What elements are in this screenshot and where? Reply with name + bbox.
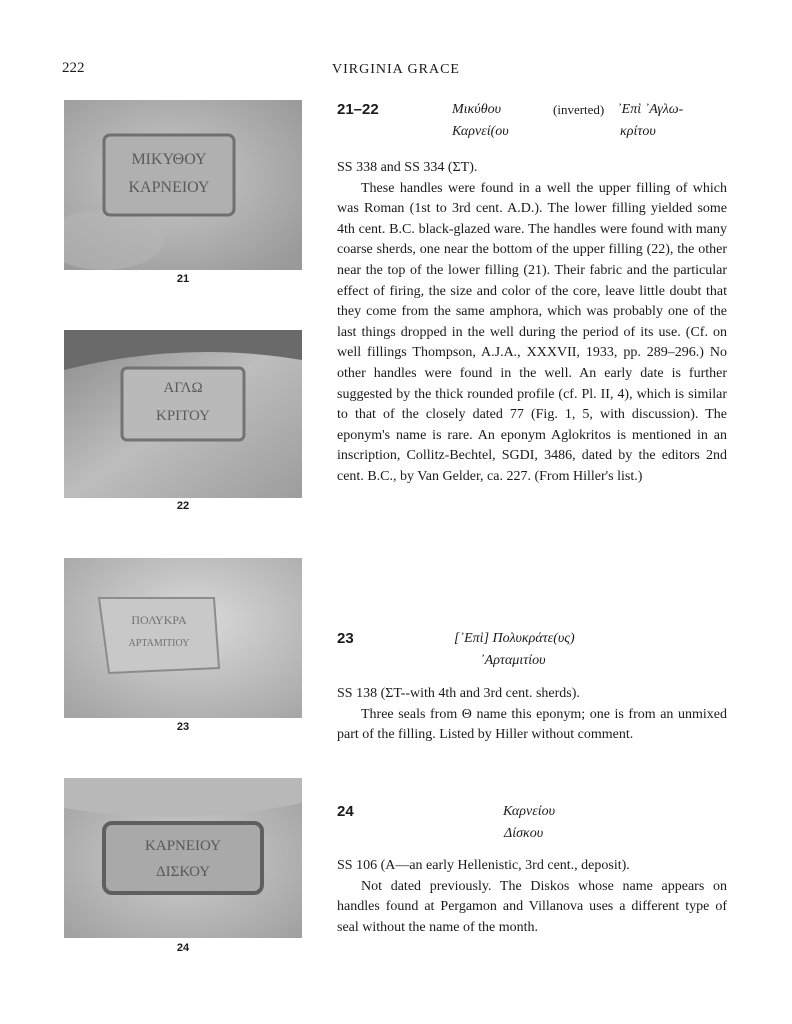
entry-24-greek-line-2: Δίσκου (504, 826, 544, 841)
entry-23-body (337, 684, 727, 746)
figure-22-stamp-line-2: ΚΡΙΤΟΥ (156, 408, 210, 424)
figure-24-label: 24 (176, 942, 190, 954)
figure-23-stamp-line-1: ΠΟΛΥΚΡΑ (131, 613, 187, 627)
page-number: 222 (62, 60, 85, 76)
figure-21-label: 21 (176, 273, 190, 285)
entry-23-greek-line-1: [᾿Επὶ] Πολυκράτε(υς) (454, 631, 575, 646)
figure-23-stamp-line-2: ΑΡΤΑΜΙΤΙΟΥ (128, 638, 190, 649)
figure-24-stamp-line-1: ΚΑΡΝΕΙΟΥ (145, 838, 221, 854)
figure-22-stamp-line-1: ΑΓΛΩ (163, 380, 203, 396)
running-title: VIRGINIA GRACE (332, 62, 460, 77)
entry-21-22-number: 21–22 (337, 101, 379, 118)
entry-23-reference: SS 138 (ΣΤ--with 4th and 3rd cent. sherds). (337, 686, 580, 701)
entry-23-discussion: Three seals from Θ name this eponym; one is from an unmixed part of the filling. Listed by Hiller without comment. (337, 706, 727, 743)
figure-21-stamp-line-1: ΜΙΚΥΘΟΥ (131, 151, 207, 168)
entry-21-greek-left-line-1: Μικύθου (452, 102, 501, 117)
entry-24-body (337, 856, 727, 938)
entry-24-reference: SS 106 (A—an early Hellenistic, 3rd cent., deposit). (337, 858, 630, 873)
figure-23-label: 23 (176, 721, 190, 733)
entry-21-22-discussion: These handles were found in a well the upper filling of which was Roman (1st to 3rd cent. A.D.). The lower filling yielded some 4th cent. B.C. black-glazed ware. The handles were found with many coarse sherds, one near the bottom of the upper filling (22), the other near the top of the lower filling (21). Their fabric and the particular effect of firing, the size and color of the core, leave little doubt that they come from the same amphora, which was probably one of the last things dropped in the well during the period of its use. (Cf. on well fillings Thompson, A.J.A., XXXVII, 1933, pp. 289–296.) No other handles were found in the well. An early date is further suggested by the thick rounded profile (cf. Pl. II, 4), which is similar to that of the closely dated 77 (Fig. 1, 5, with discussion). The eponym's name is rare. An eponym Aglokritos is mentioned in an inscription, Collitz-Bechtel, SGDI, 3486, dated by the editors 2nd cent. B.C., by Van Gelder, ca. 227. (From Hiller's list.) (337, 180, 727, 484)
entry-24-discussion: Not dated previously. The Diskos whose name appears on handles found at Pergamon and Villanova uses a different type of seal without the name of the month. (337, 878, 727, 935)
entry-23-greek-line-2: ᾿Αρταμιτίου (480, 653, 546, 668)
entry-24-greek-line-1: Καρνείου (503, 804, 556, 819)
figure-22-label: 22 (176, 500, 190, 512)
entry-21-greek-right-line-2: κρίτου (620, 124, 656, 139)
entry-21-22-reference: SS 338 and SS 334 (ΣΤ). (337, 160, 478, 175)
figure-23-photo (64, 558, 302, 718)
figure-21-photo (64, 100, 302, 270)
entry-21-greek-right-line-1: ᾿Επὶ ᾿Αγλω- (617, 102, 684, 117)
entry-23-number: 23 (337, 630, 354, 647)
figure-24-stamp-line-2: ΔΙΣΚΟΥ (155, 864, 211, 880)
entry-21-greek-left-line-2: Καρνεί(ου (452, 124, 509, 139)
figure-22-photo (64, 330, 302, 498)
entry-24-number: 24 (337, 803, 354, 820)
entry-21-22-body (337, 158, 727, 488)
entry-21-inverted-note: (inverted) (553, 102, 605, 117)
figure-21-stamp-line-2: ΚΑΡΝΕΙΟΥ (128, 179, 210, 196)
figure-24-photo (64, 778, 302, 938)
